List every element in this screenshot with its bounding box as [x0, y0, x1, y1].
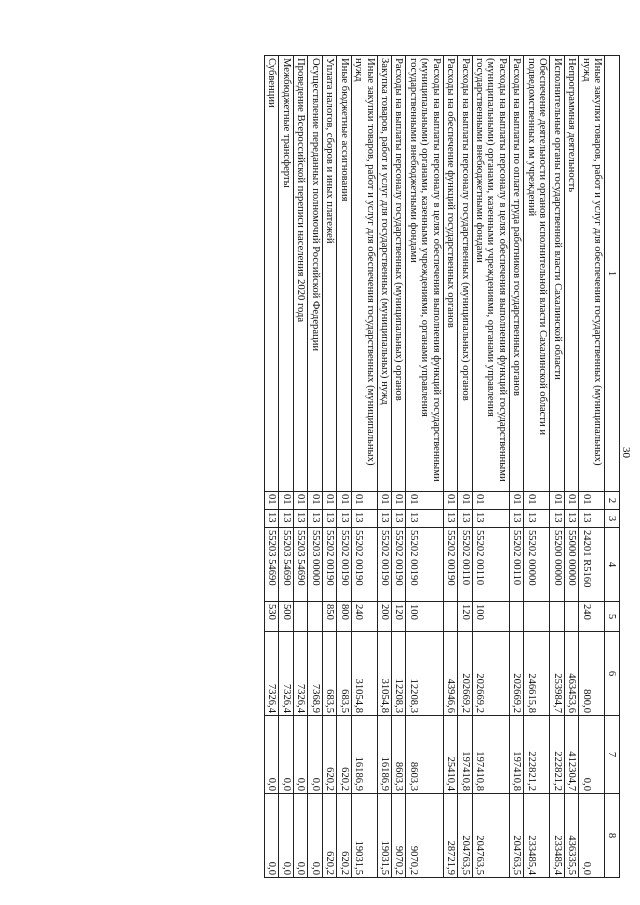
column-header: 4: [605, 528, 620, 602]
subsection-code: 13: [564, 510, 578, 528]
value-2022: 620,2: [337, 794, 351, 878]
section-code: 01: [472, 492, 509, 510]
value-2020: 31054,8: [377, 632, 391, 716]
value-2022: 19031,5: [351, 794, 377, 878]
section-code: 01: [392, 492, 406, 510]
target-article-code: 55203 54690: [279, 528, 293, 602]
value-2021: 25410,4: [443, 716, 457, 794]
expense-type-code: 240: [351, 602, 377, 632]
row-label: Иные закупки товаров, работ и услуг для обеспечения государственных (муниципальных) нужд: [579, 56, 605, 492]
subsection-code: 13: [377, 510, 391, 528]
row-label: Осуществление переданных полномочий Российской Федерации: [308, 56, 322, 492]
value-2020: 202669,2: [509, 632, 523, 716]
subsection-code: 13: [293, 510, 307, 528]
row-label: Иные бюджетные ассигнования: [337, 56, 351, 492]
value-2020: 12208,3: [392, 632, 406, 716]
value-2021: 412304,7: [564, 716, 578, 794]
target-article-code: 55202 00110: [472, 528, 509, 602]
target-article-code: 55202 00000: [524, 528, 550, 602]
table-row: [279, 56, 293, 878]
row-label: Обеспечение деятельности органов исполнительной власти Сахалинской области и подведомственных им учреждений: [524, 56, 550, 492]
expense-type-code: [550, 602, 564, 632]
subsection-code: 13: [322, 510, 336, 528]
expense-type-code: 500: [279, 602, 293, 632]
value-2020: 12208,3: [406, 632, 443, 716]
target-article-code: 55202 00190: [406, 528, 443, 602]
section-code: 01: [579, 492, 605, 510]
target-article-code: 55202 00110: [509, 528, 523, 602]
value-2022: 233485,4: [550, 794, 564, 878]
table-row: [293, 56, 307, 878]
target-article-code: 55202 00190: [377, 528, 391, 602]
expense-type-code: [564, 602, 578, 632]
value-2022: 0,0: [279, 794, 293, 878]
value-2021: 8603,3: [406, 716, 443, 794]
value-2022: 620,2: [322, 794, 336, 878]
value-2022: 9070,2: [392, 794, 406, 878]
target-article-code: 24201 R5160: [579, 528, 605, 602]
value-2020: 683,5: [337, 632, 351, 716]
subsection-code: 13: [279, 510, 293, 528]
value-2022: 0,0: [293, 794, 307, 878]
table-row: [337, 56, 351, 878]
value-2020: 7326,4: [265, 632, 279, 716]
value-2021: 0,0: [279, 716, 293, 794]
target-article-code: 55202 00190: [337, 528, 351, 602]
value-2020: 246615,8: [524, 632, 550, 716]
value-2022: 0,0: [308, 794, 322, 878]
subsection-code: 13: [406, 510, 443, 528]
expense-type-code: 850: [322, 602, 336, 632]
subsection-code: 13: [351, 510, 377, 528]
table-row: [579, 56, 605, 878]
value-2022: 204763,5: [509, 794, 523, 878]
table-row: [392, 56, 406, 878]
subsection-code: 13: [579, 510, 605, 528]
subsection-code: 13: [392, 510, 406, 528]
expense-type-code: [308, 602, 322, 632]
value-2021: 0,0: [265, 716, 279, 794]
row-label: Расходы на выплаты по оплате труда работников государственных органов: [509, 56, 523, 492]
section-code: 01: [279, 492, 293, 510]
row-label: Расходы на выплаты персоналу в целях обеспечения выполнения функций государственными (муниципальными) органами, казенными учреждениями, органами управления государственными внебюджетными фондами: [472, 56, 509, 492]
value-2021: 0,0: [579, 716, 605, 794]
value-2020: 202669,2: [472, 632, 509, 716]
table-row: [308, 56, 322, 878]
section-code: 01: [564, 492, 578, 510]
target-article-code: 55202 00190: [443, 528, 457, 602]
value-2020: 463453,6: [564, 632, 578, 716]
subsection-code: 13: [509, 510, 523, 528]
expense-type-code: 120: [458, 602, 472, 632]
section-code: 01: [443, 492, 457, 510]
value-2020: 253984,7: [550, 632, 564, 716]
page-number: 30: [620, 447, 632, 458]
value-2022: 0,0: [579, 794, 605, 878]
expense-type-code: [509, 602, 523, 632]
section-code: 01: [406, 492, 443, 510]
target-article-code: 55202 00190: [392, 528, 406, 602]
target-article-code: 55203 54690: [293, 528, 307, 602]
row-label: Расходы на выплаты персоналу в целях обеспечения выполнения функций государственными (муниципальными) органами, казенными учреждениями, органами управления государственными внебюджетными фондами: [406, 56, 443, 492]
table-row: [406, 56, 443, 878]
value-2021: 16186,9: [351, 716, 377, 794]
subsection-code: 13: [524, 510, 550, 528]
section-code: 01: [509, 492, 523, 510]
section-code: 01: [550, 492, 564, 510]
subsection-code: 13: [443, 510, 457, 528]
target-article-code: 55202 00190: [351, 528, 377, 602]
table-row: [265, 56, 279, 878]
value-2022: 0,0: [265, 794, 279, 878]
section-code: 01: [458, 492, 472, 510]
value-2022: 28721,9: [443, 794, 457, 878]
expense-type-code: 100: [472, 602, 509, 632]
table-row: [351, 56, 377, 878]
section-code: 01: [322, 492, 336, 510]
value-2020: 800,0: [579, 632, 605, 716]
value-2022: 233485,4: [524, 794, 550, 878]
column-header: 7: [605, 716, 620, 794]
value-2022: 19031,5: [377, 794, 391, 878]
table-row: [524, 56, 550, 878]
subsection-code: 13: [472, 510, 509, 528]
row-label: Исполнительные органы государственной власти Сахалинской области: [550, 56, 564, 492]
value-2020: 7326,4: [293, 632, 307, 716]
target-article-code: 55203 54690: [265, 528, 279, 602]
table-row: [322, 56, 336, 878]
table-row: [458, 56, 472, 878]
table-row: [509, 56, 523, 878]
table-row: [550, 56, 564, 878]
section-code: 01: [351, 492, 377, 510]
expense-type-code: [524, 602, 550, 632]
target-article-code: 55000 00000: [564, 528, 578, 602]
value-2022: 436335,5: [564, 794, 578, 878]
value-2022: 204763,5: [458, 794, 472, 878]
subsection-code: 13: [337, 510, 351, 528]
expense-type-code: 530: [265, 602, 279, 632]
subsection-code: 13: [308, 510, 322, 528]
section-code: 01: [308, 492, 322, 510]
row-label: Иные закупки товаров, работ и услуг для обеспечения государственных (муниципальных) нужд: [351, 56, 377, 492]
table-row: [377, 56, 391, 878]
section-code: 01: [377, 492, 391, 510]
value-2021: 197410,8: [458, 716, 472, 794]
value-2020: 43946,6: [443, 632, 457, 716]
row-label: Уплата налогов, сборов и иных платежей: [322, 56, 336, 492]
section-code: 01: [337, 492, 351, 510]
row-label: Непрограммная деятельность: [564, 56, 578, 492]
row-label: Расходы на выплаты персоналу государственных (муниципальных) органов: [392, 56, 406, 492]
subsection-code: 13: [550, 510, 564, 528]
row-label: Расходы на выплаты персоналу государственных (муниципальных) органов: [458, 56, 472, 492]
value-2020: 7368,9: [308, 632, 322, 716]
value-2021: 222821,2: [524, 716, 550, 794]
target-article-code: 55202 00110: [458, 528, 472, 602]
value-2021: 0,0: [308, 716, 322, 794]
table-row: [443, 56, 457, 878]
expense-type-code: 240: [579, 602, 605, 632]
value-2020: 31054,8: [351, 632, 377, 716]
row-label: Субвенции: [265, 56, 279, 492]
expense-type-code: 100: [406, 602, 443, 632]
value-2021: 0,0: [293, 716, 307, 794]
column-header: 5: [605, 602, 620, 632]
subsection-code: 13: [458, 510, 472, 528]
row-label: Закупка товаров, работ и услуг для государственных (муниципальных) нужд: [377, 56, 391, 492]
expense-type-code: 200: [377, 602, 391, 632]
expense-type-code: 800: [337, 602, 351, 632]
value-2021: 197410,8: [472, 716, 509, 794]
value-2021: 197410,8: [509, 716, 523, 794]
section-code: 01: [265, 492, 279, 510]
value-2022: 204763,5: [472, 794, 509, 878]
section-code: 01: [293, 492, 307, 510]
table-row: [564, 56, 578, 878]
table-header-row: [605, 56, 620, 878]
table-row: [472, 56, 509, 878]
row-label: Расходы на обеспечение функций государственных органов: [443, 56, 457, 492]
value-2021: 16186,9: [377, 716, 391, 794]
expense-type-code: 120: [392, 602, 406, 632]
section-code: 01: [524, 492, 550, 510]
value-2020: 7326,4: [279, 632, 293, 716]
expense-type-code: [293, 602, 307, 632]
value-2022: 9070,2: [406, 794, 443, 878]
column-header: 2: [605, 492, 620, 510]
budget-table: [264, 55, 620, 878]
target-article-code: 55200 00000: [550, 528, 564, 602]
subsection-code: 13: [265, 510, 279, 528]
column-header: 3: [605, 510, 620, 528]
row-label: Межбюджетные трансферты: [279, 56, 293, 492]
column-header: 8: [605, 794, 620, 878]
row-label: Проведение Всероссийской переписи населения 2020 года: [293, 56, 307, 492]
value-2021: 620,2: [322, 716, 336, 794]
value-2021: 222821,2: [550, 716, 564, 794]
value-2020: 683,5: [322, 632, 336, 716]
value-2021: 620,2: [337, 716, 351, 794]
value-2020: 202669,2: [458, 632, 472, 716]
column-header: 1: [605, 56, 620, 492]
target-article-code: 55202 00190: [322, 528, 336, 602]
expense-type-code: [443, 602, 457, 632]
value-2021: 8603,3: [392, 716, 406, 794]
target-article-code: 55203 00000: [308, 528, 322, 602]
column-header: 6: [605, 632, 620, 716]
